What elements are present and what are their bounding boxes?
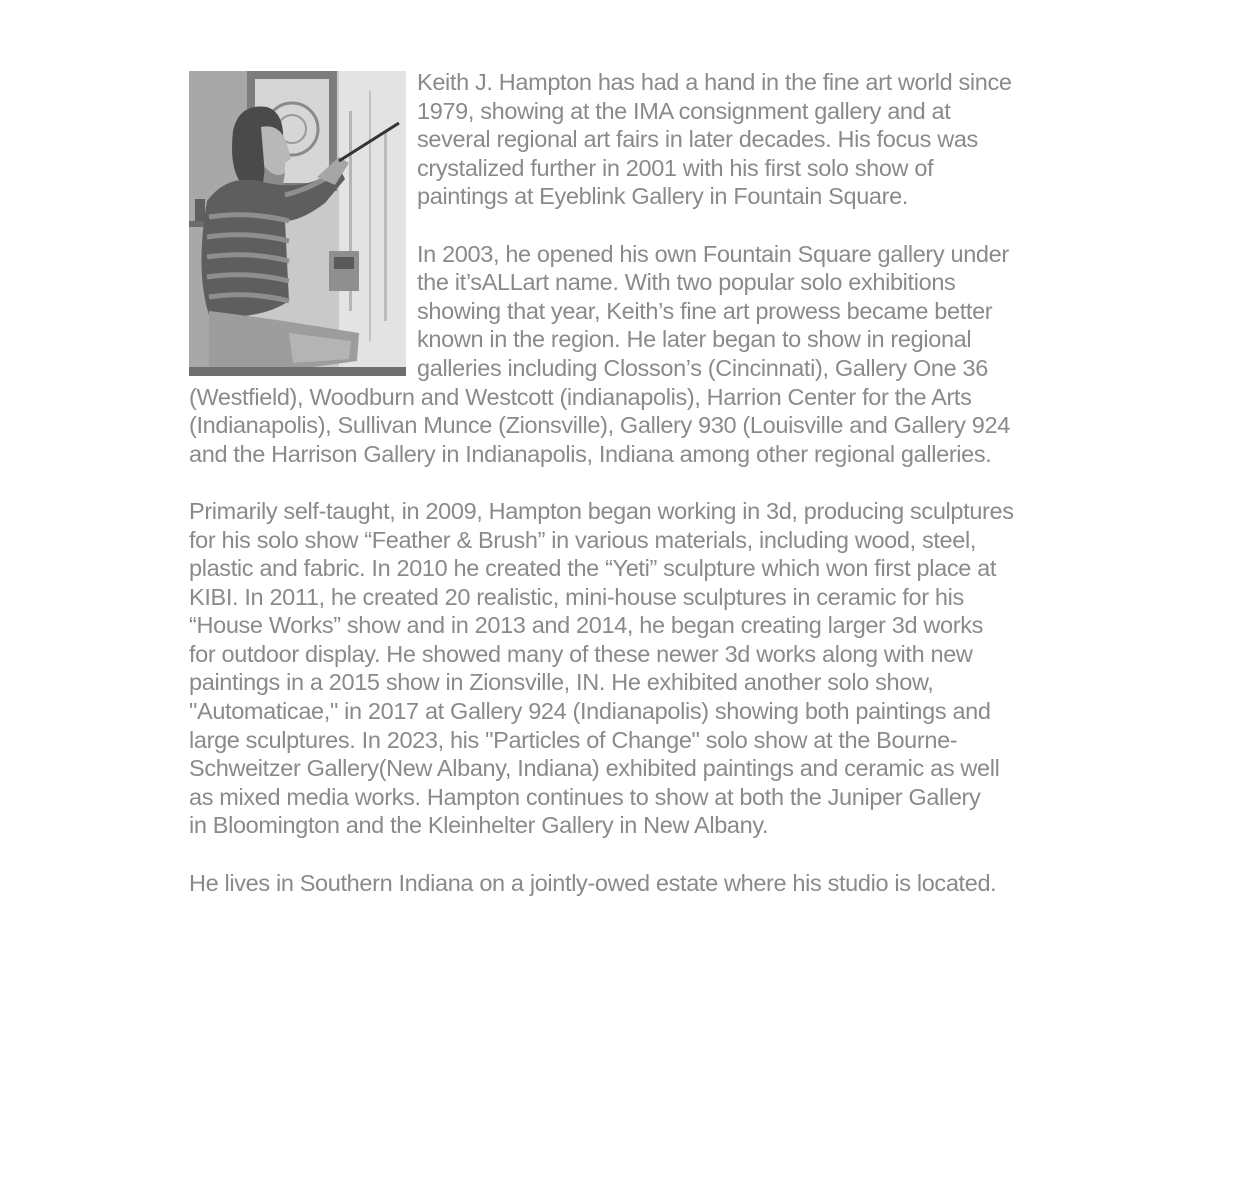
bio-paragraph-3 [189, 497, 1069, 840]
text-line: Schweitzer Gallery(New Albany, Indiana) exhibited paintings and ceramic as well [189, 755, 1000, 782]
text-line: "Automaticae," in 2017 at Gallery 924 (Indianapolis) showing both paintings and [189, 698, 991, 725]
text-line: plastic and fabric. In 2010 he created the “Yeti” sculpture which won first place at [189, 555, 997, 582]
text-line: known in the region. He later began to show in regional [417, 326, 972, 353]
text-line: paintings in a 2015 show in Zionsville, IN. He exhibited another solo show, [189, 669, 934, 696]
text-line: showing that year, Keith’s fine art prowess became better [417, 297, 993, 324]
text-line: “House Works” show and in 2013 and 2014, he began creating larger 3d works [189, 612, 984, 639]
artist-portrait-photo [189, 71, 406, 376]
text-line: large sculptures. In 2023, his "Particles of Change" solo show at the Bourne- [189, 726, 958, 753]
text-line: as mixed media works. Hampton continues to show at both the Juniper Gallery [189, 783, 981, 810]
text-line: paintings at Eyeblink Gallery in Fountain Square. [417, 183, 909, 210]
text-line: for his solo show “Feather & Brush” in various materials, including wood, steel, [189, 526, 977, 553]
text-line: (Indianapolis), Sullivan Munce (Zionsville), Gallery 930 (Louisville and Gallery 924 [189, 412, 1010, 439]
text-line: Keith J. Hampton has had a hand in the fine art world since [417, 69, 1012, 95]
text-line: galleries including Closson’s (Cincinnati), Gallery One 36 [417, 354, 988, 381]
text-line: several regional art fairs in later decades. His focus was [417, 126, 978, 153]
text-line: crystalized further in 2001 with his first solo show of [417, 154, 934, 181]
text-line: (Westfield), Woodburn and Westcott (indianapolis), Harrion Center for the Arts [189, 383, 972, 410]
text-line: for outdoor display. He showed many of these newer 3d works along with new [189, 640, 973, 667]
text-line: Primarily self-taught, in 2009, Hampton began working in 3d, producing sculptures [189, 497, 1014, 524]
text-line: and the Harrison Gallery in Indianapolis, Indiana among other regional galleries. [189, 440, 992, 467]
text-line: KIBI. In 2011, he created 20 realistic, mini-house sculptures in ceramic for his [189, 583, 964, 610]
bio-paragraph-4 [189, 869, 1069, 898]
artist-bio [189, 68, 1069, 926]
text-line: He lives in Southern Indiana on a jointly-owed estate where his studio is located. [189, 869, 997, 896]
text-line: in Bloomington and the Kleinhelter Gallery in New Albany. [189, 812, 769, 839]
text-line: the it’sALLart name. With two popular solo exhibitions [417, 269, 956, 296]
text-line: In 2003, he opened his own Fountain Square gallery under [417, 240, 1009, 267]
text-line: 1979, showing at the IMA consignment gallery and at [417, 97, 951, 124]
